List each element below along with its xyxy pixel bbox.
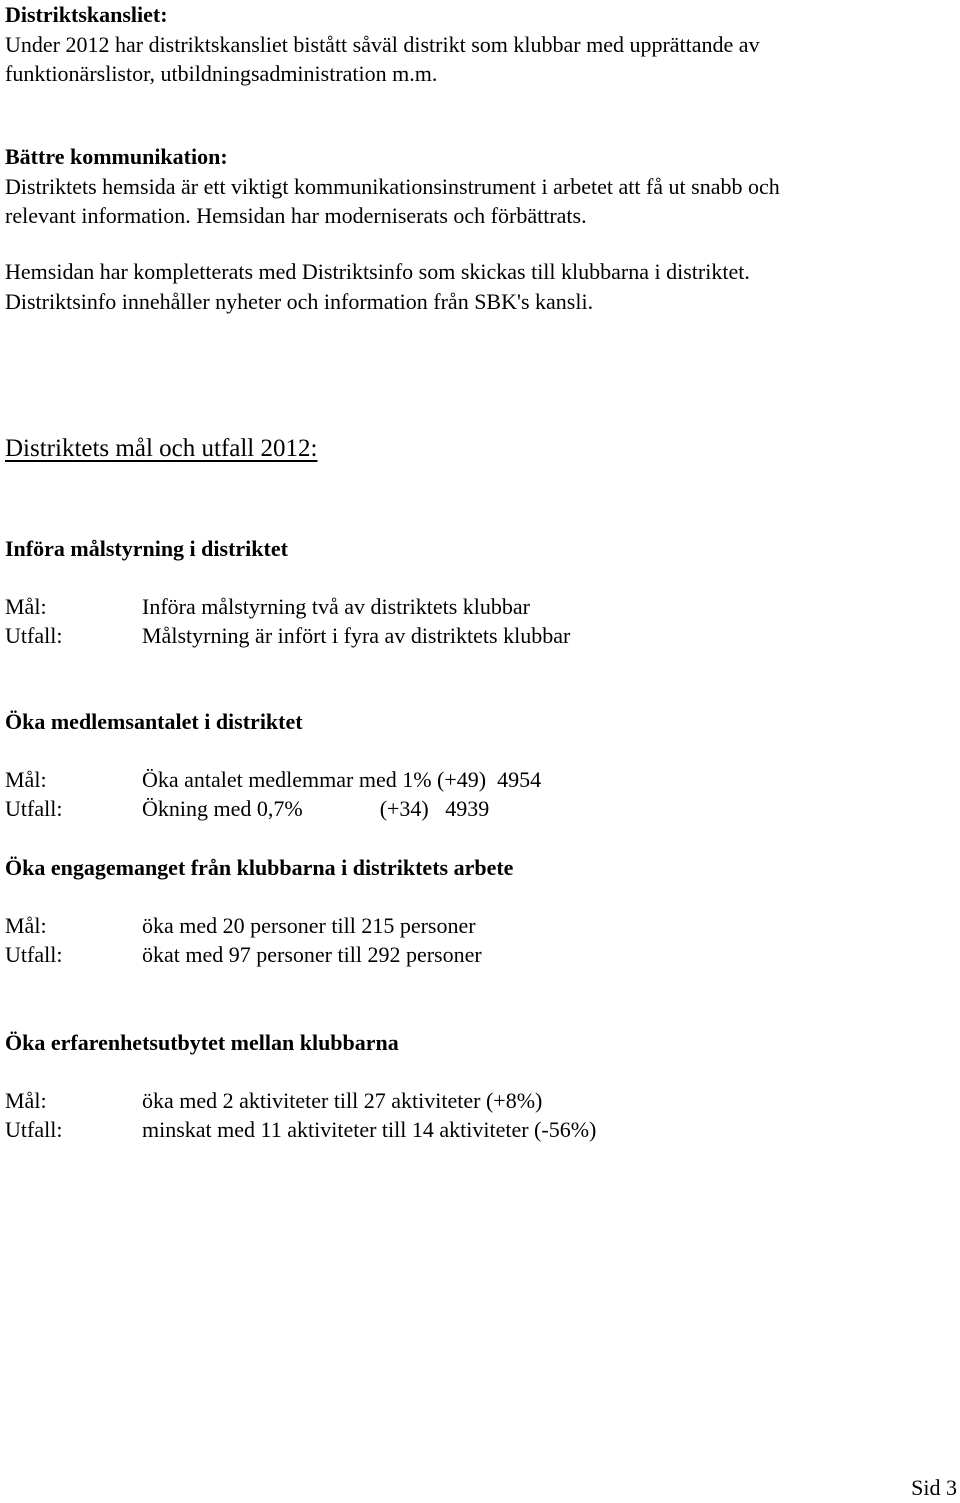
goal-outcome-text: Målstyrning är infört i fyra av distriktets klubbar <box>142 623 571 648</box>
goal-outcome-row <box>5 621 955 651</box>
goal-target-label: Mål: <box>5 593 47 619</box>
goal-outcome-label: Utfall: <box>5 1117 63 1142</box>
goals-heading: Distriktets mål och utfall 2012: <box>5 435 318 462</box>
goal-target-label: Mål: <box>5 766 47 792</box>
goal-section <box>5 707 955 824</box>
goal-outcome-row <box>5 1115 955 1145</box>
goal-outcome-text: Ökning med 0,7% (+34) 4939 <box>142 796 490 821</box>
goal-target-text: öka med 20 personer till 215 personer <box>142 912 476 938</box>
goal-target-text: Införa målstyrning två av distriktets klubbar <box>142 593 530 619</box>
goal-section <box>5 853 955 970</box>
goal-target-label: Mål: <box>5 1087 47 1113</box>
goal-outcome-text: minskat med 11 aktiviteter till 14 aktiviteter (-56%) <box>142 1117 597 1142</box>
goal-target-row <box>5 1086 955 1116</box>
goal-outcome-label: Utfall: <box>5 942 63 967</box>
goal-target-text: öka med 2 aktiviteter till 27 aktiviteter (+8%) <box>142 1087 543 1113</box>
goal-section <box>5 534 955 651</box>
kansli-section <box>5 0 955 89</box>
goal-title: Öka erfarenhetsutbytet mellan klubbarna <box>5 1030 399 1055</box>
goal-outcome-label: Utfall: <box>5 623 63 648</box>
kansli-text-line-2: funktionärslistor, utbildningsadministration m.m. <box>5 61 438 86</box>
kommunikation-text-line-2: relevant information. Hemsidan har moderniserats och förbättrats. <box>5 203 587 228</box>
kommunikation-text-line-1: Distriktets hemsida är ett viktigt kommunikationsinstrument i arbetet att få ut snabb och <box>5 173 780 199</box>
goal-target-row <box>5 911 955 941</box>
goal-title: Införa målstyrning i distriktet <box>5 536 288 561</box>
goal-outcome-text: ökat med 97 personer till 292 personer <box>142 942 482 967</box>
page-number: Sid 3 <box>911 1475 957 1500</box>
goal-outcome-row <box>5 794 955 824</box>
distriktsinfo-text-line-2: Distriktsinfo innehåller nyheter och information från SBK's kansli. <box>5 288 594 314</box>
kommunikation-title: Bättre kommunikation: <box>5 144 228 169</box>
goal-target-row <box>5 592 955 622</box>
goal-target-row <box>5 765 955 795</box>
goal-title: Öka medlemsantalet i distriktet <box>5 709 303 734</box>
distriktsinfo-section <box>5 257 955 316</box>
kommunikation-section <box>5 142 955 231</box>
goal-title: Öka engagemanget från klubbarna i distriktets arbete <box>5 855 514 880</box>
goal-target-label: Mål: <box>5 912 47 938</box>
kansli-title: Distriktskansliet: <box>5 2 168 27</box>
kansli-text-line-1: Under 2012 har distriktskansliet bistått såväl distrikt som klubbar med upprättande av <box>5 31 760 57</box>
goal-target-text: Öka antalet medlemmar med 1% (+49) 4954 <box>142 766 542 792</box>
goal-section <box>5 1028 955 1145</box>
goal-outcome-label: Utfall: <box>5 796 63 821</box>
distriktsinfo-text-line-1: Hemsidan har kompletterats med Distriktsinfo som skickas till klubbarna i distriktet. <box>5 259 750 284</box>
goal-outcome-row <box>5 940 955 970</box>
